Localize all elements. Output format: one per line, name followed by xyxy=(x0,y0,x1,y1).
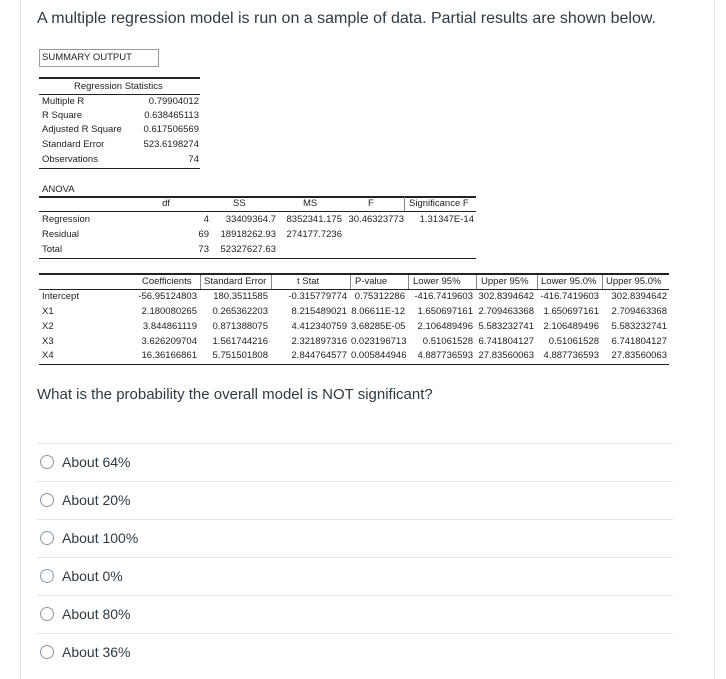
coef-cell: 0.51061528 xyxy=(422,336,473,347)
coef-header: Upper 95% xyxy=(481,276,529,287)
coef-cell: 1.650697161 xyxy=(543,306,599,317)
coef-row-label: X4 xyxy=(42,350,54,361)
coef-cell: 1.561744216 xyxy=(212,336,268,347)
answer-option[interactable] xyxy=(40,641,131,663)
coef-cell: 8.06611E-12 xyxy=(351,306,405,317)
coef-row-label: X1 xyxy=(42,306,54,317)
coef-cell: 5.751501808 xyxy=(212,350,268,361)
answer-option[interactable] xyxy=(40,489,131,511)
anova-header-ss: SS xyxy=(233,198,246,209)
anova-ss: 33409364.7 xyxy=(225,214,276,225)
regstats-value: 0.617506569 xyxy=(143,124,199,135)
coef-header: Standard Error xyxy=(204,276,267,287)
coef-cell: 2.844764577 xyxy=(291,350,347,361)
anova-header-f: F xyxy=(368,198,374,209)
coef-row-label: X3 xyxy=(42,336,54,347)
regstats-value: 0.638465113 xyxy=(144,110,199,121)
answer-option-label: About 100% xyxy=(62,530,139,546)
coef-header: Upper 95.0% xyxy=(606,276,662,287)
coef-cell: 3.844861119 xyxy=(142,321,197,332)
coef-col-divider xyxy=(602,275,603,289)
option-divider xyxy=(37,595,673,596)
anova-bottom-rule xyxy=(39,258,476,259)
coef-cell: 302.8394642 xyxy=(478,291,534,302)
answer-option[interactable] xyxy=(40,527,138,549)
coef-header: Lower 95% xyxy=(413,276,461,287)
coef-cell: 0.005844946 xyxy=(351,350,407,361)
coef-cell: 0.75312286 xyxy=(354,291,405,302)
anova-ss: 52327627.63 xyxy=(220,244,276,255)
regstats-value: 0.79904012 xyxy=(148,96,199,107)
coef-cell: 302.8394642 xyxy=(611,291,667,302)
anova-df: 73 xyxy=(198,244,209,255)
coef-col-divider xyxy=(200,275,201,289)
question-text: A multiple regression model is run on a sample of data. Partial results are shown below. xyxy=(37,10,656,27)
anova-header-df: df xyxy=(162,198,170,209)
coef-col-divider xyxy=(350,275,351,289)
anova-header-ms: MS xyxy=(303,198,318,209)
coef-header: t Stat xyxy=(297,276,320,287)
coef-cell: 8.215489021 xyxy=(291,306,347,317)
regstats-label: Standard Error xyxy=(42,139,105,150)
coef-cell: 0.51061528 xyxy=(548,336,599,347)
radio-button[interactable] xyxy=(40,531,54,545)
coef-cell: 1.650697161 xyxy=(417,306,473,317)
answer-option-label: About 0% xyxy=(62,568,123,584)
option-divider xyxy=(37,481,673,482)
radio-button[interactable] xyxy=(40,569,54,583)
coef-cell: 6.741804127 xyxy=(478,336,534,347)
regstats-value: 523.6198274 xyxy=(143,139,199,150)
coef-cell: 6.741804127 xyxy=(611,336,667,347)
coef-cell: 0.871388075 xyxy=(212,321,268,332)
coef-cell: 2.180080265 xyxy=(141,306,197,317)
regstats-bottom-rule xyxy=(39,168,200,169)
coef-cell: 2.709463368 xyxy=(478,306,534,317)
coef-cell: 4.412340759 xyxy=(291,321,347,332)
coef-cell: 180.3511585 xyxy=(213,291,268,302)
coef-cell: 27.83560063 xyxy=(478,350,534,361)
anova-row-label: Total xyxy=(42,244,63,255)
coef-cell: 2.106489496 xyxy=(417,321,473,332)
coef-cell: 5.583232741 xyxy=(478,321,534,332)
coef-row-label: X2 xyxy=(42,321,54,332)
answer-option[interactable] xyxy=(40,565,123,587)
answer-option-label: About 20% xyxy=(62,492,131,508)
coef-cell: 2.106489496 xyxy=(543,321,599,332)
option-divider xyxy=(37,633,673,634)
coef-cell: 4.887736593 xyxy=(543,350,599,361)
anova-ss: 18918262.93 xyxy=(220,229,276,240)
anova-col-divider xyxy=(404,197,405,211)
prompt-text: What is the probability the overall model is NOT significant? xyxy=(37,386,433,403)
anova-row-label: Regression xyxy=(42,214,91,225)
coef-cell: 4.887736593 xyxy=(417,350,473,361)
coef-cell: 3.68285E-05 xyxy=(351,321,406,332)
anova-sig: 1.31347E-14 xyxy=(419,214,474,225)
coef-col-divider xyxy=(271,275,272,289)
coef-cell: 16.36166861 xyxy=(141,350,197,361)
answer-option-label: About 64% xyxy=(62,454,131,470)
regstats-top-rule xyxy=(39,77,200,79)
radio-button[interactable] xyxy=(40,493,54,507)
coef-cell: 0.265362203 xyxy=(212,306,268,317)
anova-ms: 274177.7236 xyxy=(286,229,342,240)
option-divider xyxy=(37,519,673,520)
regstats-label: Observations xyxy=(42,154,98,165)
anova-f: 30.46323773 xyxy=(348,214,404,225)
summary-output-label: SUMMARY OUTPUT xyxy=(42,52,132,63)
option-divider xyxy=(37,443,673,444)
coef-cell: 2.321897316 xyxy=(291,336,347,347)
coef-header: Lower 95.0% xyxy=(541,276,597,287)
anova-label: ANOVA xyxy=(42,184,75,195)
option-divider xyxy=(37,557,673,558)
coef-cell: -416.7419603 xyxy=(540,291,599,302)
coef-cell: 0.023196713 xyxy=(351,336,407,347)
coef-cell: 3.626209704 xyxy=(141,336,197,347)
answer-option-label: About 80% xyxy=(62,606,131,622)
anova-df: 4 xyxy=(203,214,209,225)
answer-option-label: About 36% xyxy=(62,644,131,660)
anova-ms: 8352341.175 xyxy=(286,214,342,225)
radio-button[interactable] xyxy=(40,607,54,621)
coef-cell: -416.7419603 xyxy=(414,291,473,302)
answer-option[interactable] xyxy=(40,603,131,625)
regstats-label: Multiple R xyxy=(42,96,85,107)
coef-cell: 2.709463368 xyxy=(611,306,667,317)
anova-df: 69 xyxy=(198,229,209,240)
anova-head-rule xyxy=(39,211,476,212)
anova-row-label: Residual xyxy=(42,229,79,240)
coef-header: Coefficients xyxy=(142,276,192,287)
coef-header: P-value xyxy=(355,276,388,287)
coef-row-label: Intercept xyxy=(42,291,79,302)
regstats-label: R Square xyxy=(42,110,83,121)
regstats-value: 74 xyxy=(188,154,199,165)
coef-cell: 5.583232741 xyxy=(611,321,667,332)
regstats-heading: Regression Statistics xyxy=(74,81,163,92)
radio-button[interactable] xyxy=(40,455,54,469)
coef-cell: 27.83560063 xyxy=(611,350,667,361)
answer-option[interactable] xyxy=(40,451,131,473)
radio-button[interactable] xyxy=(40,645,54,659)
coef-col-divider xyxy=(408,275,409,289)
coef-cell: -56.95124803 xyxy=(138,291,197,302)
coef-col-divider xyxy=(537,275,538,289)
anova-header-sig: Significance F xyxy=(409,198,469,209)
coef-cell: -0.315779774 xyxy=(288,291,347,302)
coef-bottom-rule xyxy=(39,364,669,365)
regstats-label: Adjusted R Square xyxy=(42,124,122,135)
coef-col-divider xyxy=(476,275,477,289)
